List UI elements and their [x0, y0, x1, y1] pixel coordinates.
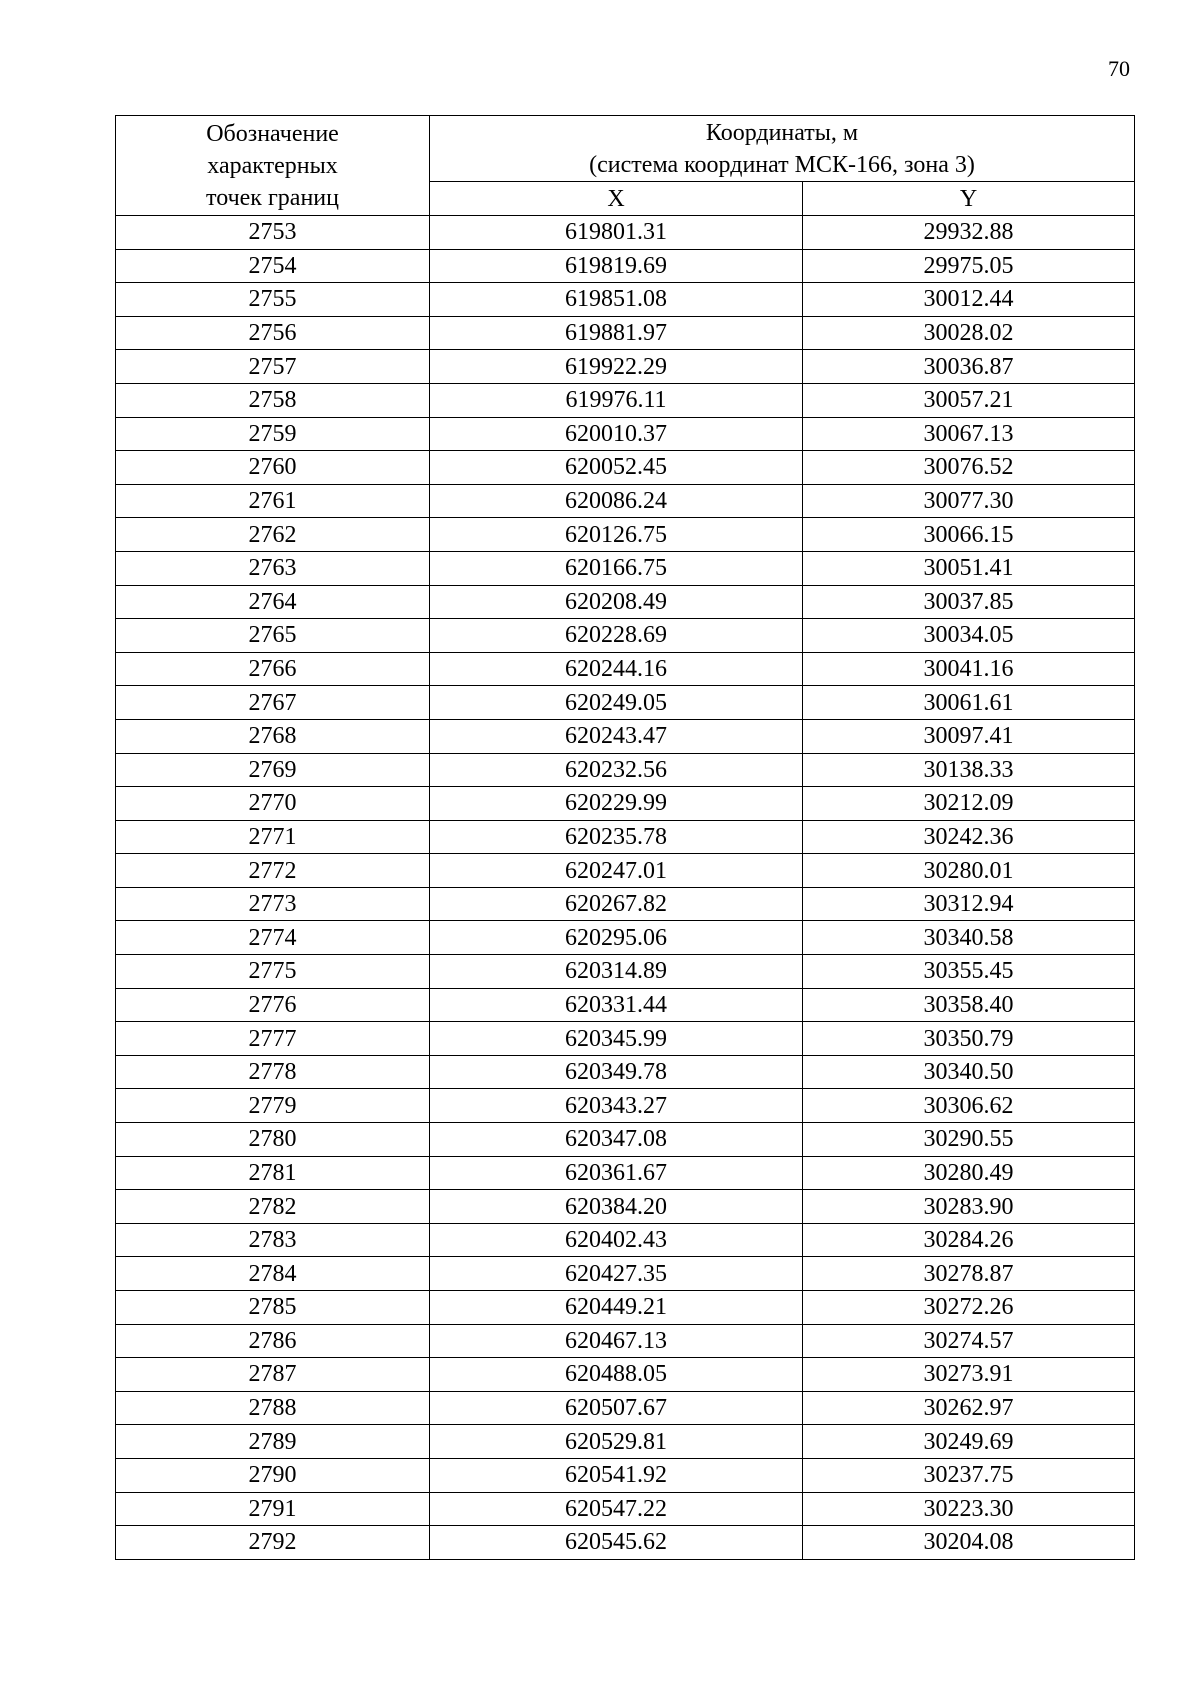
table-row	[116, 1089, 1135, 1123]
x-coordinate-cell: 620545.62	[430, 1526, 803, 1560]
table-row	[116, 1458, 1135, 1492]
table-row	[116, 1526, 1135, 1560]
point-id-cell: 2771	[116, 820, 430, 854]
table-row	[116, 316, 1135, 350]
point-id-cell: 2764	[116, 585, 430, 619]
table-row	[116, 1492, 1135, 1526]
y-coordinate-cell: 30067.13	[803, 417, 1135, 451]
y-coordinate-cell: 30280.01	[803, 854, 1135, 888]
table-row	[116, 1022, 1135, 1056]
point-id-cell: 2757	[116, 350, 430, 384]
point-id-cell: 2760	[116, 451, 430, 485]
table-row	[116, 787, 1135, 821]
point-id-cell: 2766	[116, 652, 430, 686]
point-id-cell: 2775	[116, 955, 430, 989]
y-coordinate-cell: 30272.26	[803, 1291, 1135, 1325]
x-coordinate-cell: 620249.05	[430, 686, 803, 720]
y-coordinate-cell: 30274.57	[803, 1324, 1135, 1358]
y-coordinate-cell: 30237.75	[803, 1458, 1135, 1492]
x-coordinate-cell: 620314.89	[430, 955, 803, 989]
point-id-cell: 2783	[116, 1223, 430, 1257]
table-row	[116, 417, 1135, 451]
point-id-cell: 2784	[116, 1257, 430, 1291]
point-id-cell: 2776	[116, 988, 430, 1022]
y-coordinate-cell: 30028.02	[803, 316, 1135, 350]
table-row	[116, 216, 1135, 250]
y-coordinate-cell: 30306.62	[803, 1089, 1135, 1123]
x-coordinate-cell: 620449.21	[430, 1291, 803, 1325]
point-id-cell: 2780	[116, 1123, 430, 1157]
table-row	[116, 820, 1135, 854]
table-row	[116, 1291, 1135, 1325]
x-coordinate-cell: 620384.20	[430, 1190, 803, 1224]
table-row	[116, 719, 1135, 753]
point-id-cell: 2788	[116, 1391, 430, 1425]
y-coordinate-cell: 30273.91	[803, 1358, 1135, 1392]
y-coordinate-cell: 30097.41	[803, 719, 1135, 753]
point-id-cell: 2789	[116, 1425, 430, 1459]
table-row	[116, 686, 1135, 720]
y-coordinate-cell: 30223.30	[803, 1492, 1135, 1526]
x-coordinate-cell: 620467.13	[430, 1324, 803, 1358]
point-id-cell: 2778	[116, 1055, 430, 1089]
x-coordinate-cell: 620243.47	[430, 719, 803, 753]
x-coordinate-cell: 620229.99	[430, 787, 803, 821]
table-row	[116, 1257, 1135, 1291]
x-coordinate-cell: 620232.56	[430, 753, 803, 787]
point-id-cell: 2769	[116, 753, 430, 787]
point-id-cell: 2767	[116, 686, 430, 720]
x-coordinate-cell: 620345.99	[430, 1022, 803, 1056]
point-id-cell: 2791	[116, 1492, 430, 1526]
x-coordinate-cell: 620208.49	[430, 585, 803, 619]
point-id-cell: 2761	[116, 484, 430, 518]
header-coordinates-line-2: (система координат МСК-166, зона 3)	[589, 151, 975, 178]
point-id-cell: 2786	[116, 1324, 430, 1358]
x-coordinate-cell: 619819.69	[430, 249, 803, 283]
table-row	[116, 1055, 1135, 1089]
x-coordinate-cell: 620427.35	[430, 1257, 803, 1291]
y-coordinate-cell: 29932.88	[803, 216, 1135, 250]
x-coordinate-cell: 620402.43	[430, 1223, 803, 1257]
y-coordinate-cell: 29975.05	[803, 249, 1135, 283]
y-coordinate-cell: 30350.79	[803, 1022, 1135, 1056]
y-coordinate-cell: 30012.44	[803, 283, 1135, 317]
point-id-cell: 2770	[116, 787, 430, 821]
point-id-cell: 2790	[116, 1458, 430, 1492]
x-coordinate-cell: 620349.78	[430, 1055, 803, 1089]
point-id-cell: 2768	[116, 719, 430, 753]
table-row	[116, 955, 1135, 989]
coordinates-table	[115, 115, 1135, 1560]
table-row	[116, 383, 1135, 417]
table-row	[116, 451, 1135, 485]
x-coordinate-cell: 620228.69	[430, 619, 803, 653]
table-row	[116, 1324, 1135, 1358]
point-id-cell: 2787	[116, 1358, 430, 1392]
x-coordinate-cell: 619851.08	[430, 283, 803, 317]
x-coordinate-cell: 619801.31	[430, 216, 803, 250]
table-row	[116, 249, 1135, 283]
table-row	[116, 1190, 1135, 1224]
table-row	[116, 887, 1135, 921]
header-x: X	[430, 182, 803, 216]
y-coordinate-cell: 30076.52	[803, 451, 1135, 485]
table-row	[116, 1425, 1135, 1459]
x-coordinate-cell: 620295.06	[430, 921, 803, 955]
page-number: 70	[1108, 56, 1130, 81]
point-id-cell: 2755	[116, 283, 430, 317]
point-id-cell: 2782	[116, 1190, 430, 1224]
point-id-cell: 2777	[116, 1022, 430, 1056]
x-coordinate-cell: 620547.22	[430, 1492, 803, 1526]
header-point-designation	[116, 116, 430, 216]
y-coordinate-cell: 30057.21	[803, 383, 1135, 417]
y-coordinate-cell: 30312.94	[803, 887, 1135, 921]
point-id-cell: 2753	[116, 216, 430, 250]
x-coordinate-cell: 620247.01	[430, 854, 803, 888]
x-coordinate-cell: 620267.82	[430, 887, 803, 921]
table-row	[116, 283, 1135, 317]
header-point-line-2: характерных	[207, 152, 338, 179]
x-coordinate-cell: 619976.11	[430, 383, 803, 417]
x-coordinate-cell: 619922.29	[430, 350, 803, 384]
header-point-line-1: Обозначение	[206, 120, 339, 147]
point-id-cell: 2792	[116, 1526, 430, 1560]
y-coordinate-cell: 30061.61	[803, 686, 1135, 720]
y-coordinate-cell: 30066.15	[803, 518, 1135, 552]
x-coordinate-cell: 620086.24	[430, 484, 803, 518]
table-row	[116, 1391, 1135, 1425]
point-id-cell: 2785	[116, 1291, 430, 1325]
x-coordinate-cell: 619881.97	[430, 316, 803, 350]
point-id-cell: 2774	[116, 921, 430, 955]
table-row	[116, 350, 1135, 384]
table-row	[116, 1223, 1135, 1257]
y-coordinate-cell: 30284.26	[803, 1223, 1135, 1257]
point-id-cell: 2781	[116, 1156, 430, 1190]
table-row	[116, 585, 1135, 619]
y-coordinate-cell: 30041.16	[803, 652, 1135, 686]
x-coordinate-cell: 620166.75	[430, 551, 803, 585]
x-coordinate-cell: 620507.67	[430, 1391, 803, 1425]
point-id-cell: 2759	[116, 417, 430, 451]
y-coordinate-cell: 30242.36	[803, 820, 1135, 854]
y-coordinate-cell: 30212.09	[803, 787, 1135, 821]
y-coordinate-cell: 30034.05	[803, 619, 1135, 653]
y-coordinate-cell: 30340.58	[803, 921, 1135, 955]
x-coordinate-cell: 620541.92	[430, 1458, 803, 1492]
table-row	[116, 988, 1135, 1022]
x-coordinate-cell: 620361.67	[430, 1156, 803, 1190]
y-coordinate-cell: 30355.45	[803, 955, 1135, 989]
table-row	[116, 1123, 1135, 1157]
point-id-cell: 2762	[116, 518, 430, 552]
point-id-cell: 2772	[116, 854, 430, 888]
table-row	[116, 753, 1135, 787]
table-row	[116, 484, 1135, 518]
y-coordinate-cell: 30204.08	[803, 1526, 1135, 1560]
table-header	[116, 116, 1135, 216]
x-coordinate-cell: 620488.05	[430, 1358, 803, 1392]
x-coordinate-cell: 620126.75	[430, 518, 803, 552]
x-coordinate-cell: 620052.45	[430, 451, 803, 485]
point-id-cell: 2754	[116, 249, 430, 283]
table-row	[116, 854, 1135, 888]
table-row	[116, 518, 1135, 552]
y-coordinate-cell: 30358.40	[803, 988, 1135, 1022]
table-row	[116, 551, 1135, 585]
x-coordinate-cell: 620235.78	[430, 820, 803, 854]
x-coordinate-cell: 620010.37	[430, 417, 803, 451]
y-coordinate-cell: 30037.85	[803, 585, 1135, 619]
y-coordinate-cell: 30051.41	[803, 551, 1135, 585]
header-coordinates	[430, 116, 1135, 182]
point-id-cell: 2758	[116, 383, 430, 417]
point-id-cell: 2765	[116, 619, 430, 653]
y-coordinate-cell: 30290.55	[803, 1123, 1135, 1157]
table-row	[116, 652, 1135, 686]
y-coordinate-cell: 30249.69	[803, 1425, 1135, 1459]
header-coordinates-line-1: Координаты, м	[705, 119, 859, 146]
x-coordinate-cell: 620331.44	[430, 988, 803, 1022]
y-coordinate-cell: 30278.87	[803, 1257, 1135, 1291]
y-coordinate-cell: 30077.30	[803, 484, 1135, 518]
table-row	[116, 1358, 1135, 1392]
header-point-line-3: точек границ	[206, 184, 339, 211]
y-coordinate-cell: 30340.50	[803, 1055, 1135, 1089]
x-coordinate-cell: 620347.08	[430, 1123, 803, 1157]
table-row	[116, 619, 1135, 653]
y-coordinate-cell: 30283.90	[803, 1190, 1135, 1224]
point-id-cell: 2763	[116, 551, 430, 585]
table-row	[116, 921, 1135, 955]
x-coordinate-cell: 620244.16	[430, 652, 803, 686]
table-body	[116, 216, 1135, 1560]
point-id-cell: 2756	[116, 316, 430, 350]
point-id-cell: 2773	[116, 887, 430, 921]
y-coordinate-cell: 30262.97	[803, 1391, 1135, 1425]
y-coordinate-cell: 30138.33	[803, 753, 1135, 787]
y-coordinate-cell: 30280.49	[803, 1156, 1135, 1190]
header-y: Y	[803, 182, 1135, 216]
y-coordinate-cell: 30036.87	[803, 350, 1135, 384]
point-id-cell: 2779	[116, 1089, 430, 1123]
x-coordinate-cell: 620343.27	[430, 1089, 803, 1123]
table-row	[116, 1156, 1135, 1190]
x-coordinate-cell: 620529.81	[430, 1425, 803, 1459]
